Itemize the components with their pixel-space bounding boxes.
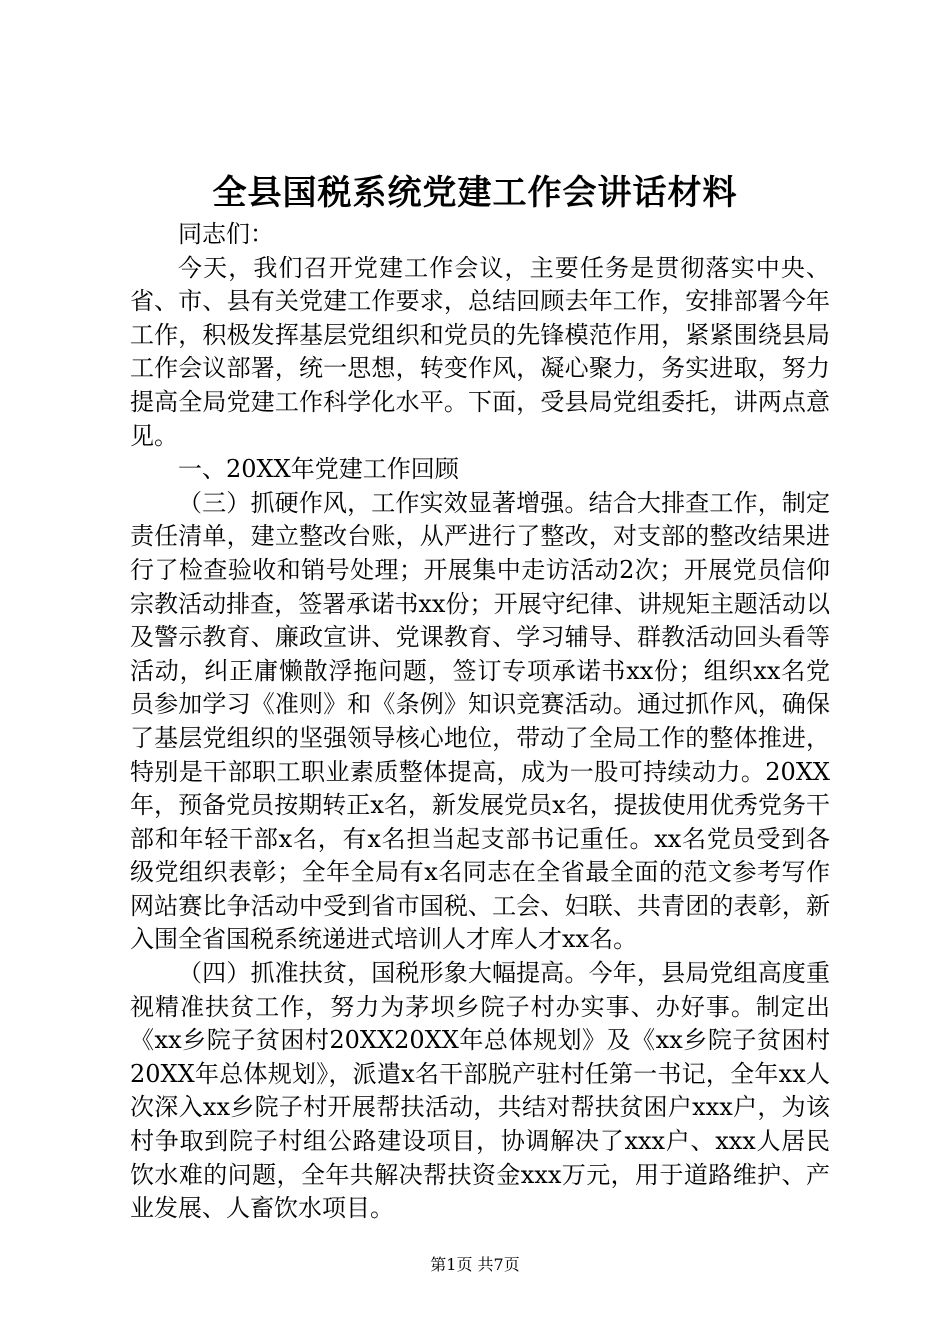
section-heading: 一、20XX年党建工作回顾 [178, 455, 459, 484]
paragraph-poverty-alleviation: （四）抓准扶贫，国税形象大幅提高。今年，县局党组高度重视精准扶贫工作，努力为茅坝乡院子村办实事、办好事。制定出《xx乡院子贫困村20XX20XX年总体规划》及《xx乡院子贫困村20XX年总体规划》，派遣x名干部脱产驻村任第一书记，全年xx人次深入xx乡院子村开展帮扶活动，共结对帮扶贫困户xxx户，为该村争取到院子村组公路建设项目，协调解决了xxx户、xxx人居民饮水难的问题，全年共解决帮扶资金xxx万元，用于道路维护、产业发展、人畜饮水项目。 [130, 959, 830, 1223]
paragraph-work-style: （三）抓硬作风，工作实效显著增强。结合大排查工作，制定责任清单，建立整改台账，从严进行了整改，对支部的整改结果进行了检查验收和销号处理；开展集中走访活动2次；开展党员信仰宗教活动排查，签署承诺书xx份；开展守纪律、讲规矩主题活动以及警示教育、廉政宣讲、党课教育、学习辅导、群教活动回头看等活动，纠正庸懒散浮拖问题，签订专项承诺书xx份；组织xx名党员参加学习《准则》和《条例》知识竞赛活动。通过抓作风，确保了基层党组织的坚强领导核心地位，带动了全局工作的整体推进，特别是干部职工职业素质整体提高，成为一股可持续动力。20XX年，预备党员按期转正x名，新发展党员x名，提拔使用优秀党务干部和年轻干部x名，有x名担当起支部书记重任。xx名党员受到各级党组织表彰；全年全局有x名同志在全省最全面的范文参考写作网站赛比争活动中受到省市国税、工会、妇联、共青团的表彰，新入围全省国税系统递进式培训人才库人才xx名。 [130, 488, 830, 954]
page-number: 第1页 共7页 [430, 1255, 520, 1274]
intro-paragraph: 今天，我们召开党建工作会议，主要任务是贯彻落实中央、省、市、县有关党建工作要求，总结回顾去年工作，安排部署今年工作，积极发挥基层党组织和党员的先锋模范作用，紧紧围绕县局工作会议部署，统一思想，转变作风，凝心聚力，务实进取，努力提高全局党建工作科学化水平。下面，受县局党组委托，讲两点意见。 [130, 253, 830, 450]
salutation: 同志们： [178, 220, 274, 248]
document-title: 全县国税系统党建工作会讲话材料 [212, 173, 738, 213]
document-body [130, 168, 830, 1226]
